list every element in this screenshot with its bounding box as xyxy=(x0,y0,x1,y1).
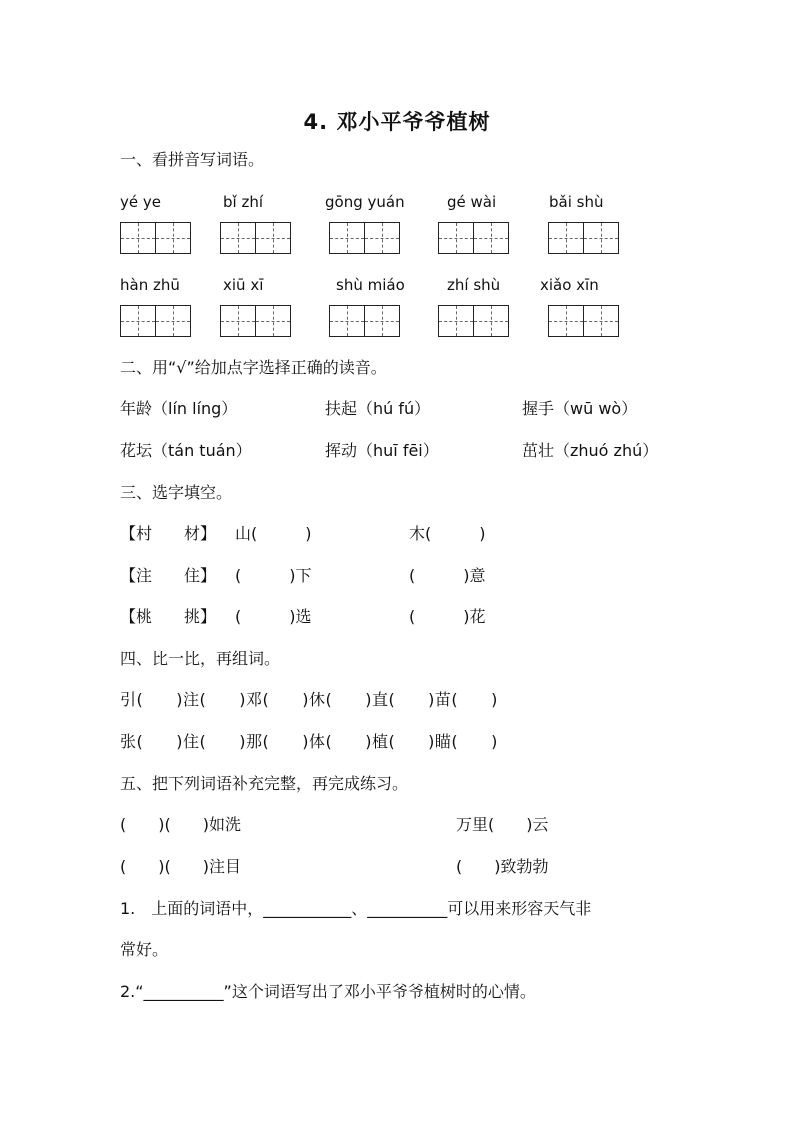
writing-grid-cell[interactable] xyxy=(120,222,156,254)
fill-blank[interactable]: 木( ) xyxy=(409,524,486,543)
fill-blank[interactable]: ( )下 xyxy=(235,566,312,585)
question-1: 1. 上面的词语中，___________、__________可以用来形容天气非 xyxy=(120,899,592,918)
writing-grid-cell[interactable] xyxy=(220,222,256,254)
writing-grid-cell[interactable] xyxy=(255,305,291,337)
section5-heading: 五、把下列词语补充完整，再完成练习。 xyxy=(120,774,409,793)
reading-choice[interactable]: 年龄（lín líng） xyxy=(120,399,238,418)
writing-grid-cell[interactable] xyxy=(548,222,584,254)
fill-blank[interactable]: 山( ) xyxy=(235,524,312,543)
word-compare-row[interactable]: 张( )住( )那( )体( )植( )瞄( ) xyxy=(120,732,498,751)
reading-choice[interactable]: 握手（wū wò） xyxy=(522,399,638,418)
reading-choice[interactable]: 扶起（hú fú） xyxy=(325,399,431,418)
fill-blank[interactable]: ( )意 xyxy=(409,566,486,585)
char-options: 【村 材】 xyxy=(120,524,217,543)
writing-grid-cell[interactable] xyxy=(255,222,291,254)
section2-heading: 二、用“√”给加点字选择正确的读音。 xyxy=(120,358,387,377)
char-options: 【桃 挑】 xyxy=(120,607,217,626)
pinyin-label: zhí shù xyxy=(447,276,501,294)
writing-grid-cell[interactable] xyxy=(155,305,191,337)
pinyin-label: hàn zhū xyxy=(120,276,180,294)
word-compare-row[interactable]: 引( )注( )邓( )休( )直( )苗( ) xyxy=(120,690,498,709)
pinyin-label: shù miáo xyxy=(336,276,405,294)
writing-grid-cell[interactable] xyxy=(473,222,509,254)
writing-grid-cell[interactable] xyxy=(473,305,509,337)
writing-grid-cell[interactable] xyxy=(438,222,474,254)
idiom-blank[interactable]: ( )致勃勃 xyxy=(456,857,549,876)
idiom-blank[interactable]: 万里( )云 xyxy=(456,815,549,834)
reading-choice[interactable]: 花坛（tán tuán） xyxy=(120,441,252,460)
writing-grid-cell[interactable] xyxy=(364,222,400,254)
idiom-blank[interactable]: ( )( )如洗 xyxy=(120,815,241,834)
idiom-blank[interactable]: ( )( )注目 xyxy=(120,857,241,876)
pinyin-label: gé wài xyxy=(447,193,497,211)
question-1-continued: 常好。 xyxy=(120,940,169,959)
writing-grid-cell[interactable] xyxy=(329,305,365,337)
question-2: 2.“__________”这个词语写出了邓小平爷爷植树时的心情。 xyxy=(120,982,536,1001)
writing-grid-cell[interactable] xyxy=(120,305,156,337)
pinyin-label: bǎi shù xyxy=(549,193,604,211)
writing-grid-cell[interactable] xyxy=(583,305,619,337)
writing-grid-cell[interactable] xyxy=(438,305,474,337)
pinyin-label: xiǎo xīn xyxy=(540,276,599,294)
section1-heading: 一、看拼音写词语。 xyxy=(120,150,265,169)
page-title: 4. 邓小平爷爷植树 xyxy=(303,110,491,134)
section4-heading: 四、比一比，再组词。 xyxy=(120,649,281,668)
reading-choice[interactable]: 挥动（huī fēi） xyxy=(325,441,439,460)
fill-blank[interactable]: ( )选 xyxy=(235,607,312,626)
pinyin-label: xiū xī xyxy=(223,276,264,294)
reading-choice[interactable]: 茁壮（zhuó zhú） xyxy=(522,441,659,460)
section3-heading: 三、选字填空。 xyxy=(120,483,233,502)
writing-grid-cell[interactable] xyxy=(329,222,365,254)
writing-grid-cell[interactable] xyxy=(548,305,584,337)
pinyin-label: bǐ zhí xyxy=(223,193,264,211)
writing-grid-cell[interactable] xyxy=(155,222,191,254)
writing-grid-cell[interactable] xyxy=(364,305,400,337)
writing-grid-cell[interactable] xyxy=(583,222,619,254)
pinyin-label: gōng yuán xyxy=(325,193,405,211)
char-options: 【注 住】 xyxy=(120,566,217,585)
pinyin-label: yé ye xyxy=(120,193,161,211)
writing-grid-cell[interactable] xyxy=(220,305,256,337)
fill-blank[interactable]: ( )花 xyxy=(409,607,486,626)
